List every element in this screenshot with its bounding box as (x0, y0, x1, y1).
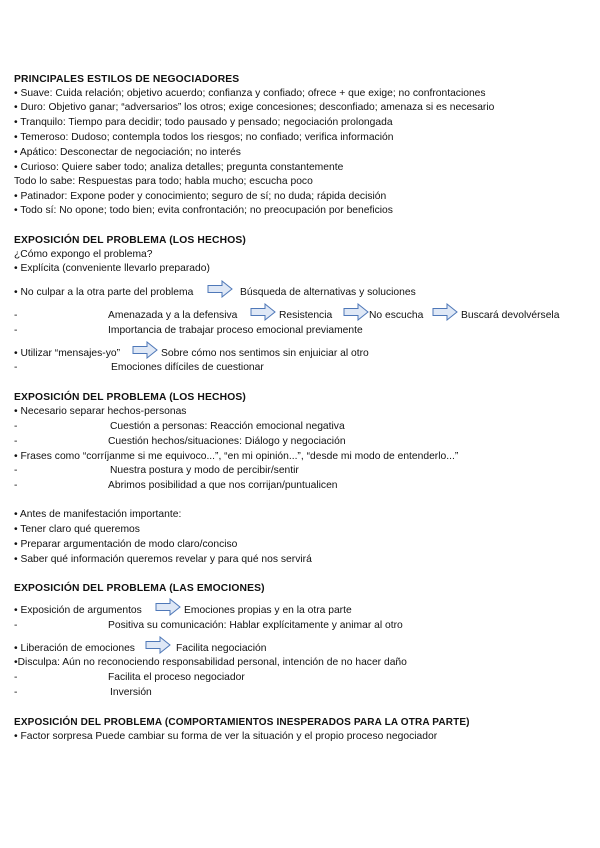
question-line: ¿Cómo expongo el problema? (14, 249, 153, 260)
right-arrow-icon (343, 303, 369, 321)
right-arrow-icon (207, 280, 233, 298)
sub-item: Abrimos posibilidad a que nos corrijan/puntualicen (108, 480, 338, 491)
list-item: • Apático: Desconectar de negociación; no interés (14, 147, 241, 158)
list-item-continuation: Sobre cómo nos sentimos sin enjuiciar al otro (161, 348, 369, 359)
list-item: • Suave: Cuida relación; objetivo acuerdo; confianza y confiado; ofrece + que exige; no confrontaciones (14, 88, 486, 99)
dash-marker: - (14, 325, 18, 336)
sub-item: Nuestra postura y modo de percibir/sentir (110, 465, 299, 476)
dash-marker: - (14, 620, 18, 631)
sub-item: Cuestión a personas: Reacción emocional negativa (110, 421, 345, 432)
dash-marker: - (14, 672, 18, 683)
heading-comportamientos: EXPOSICIÓN DEL PROBLEMA (COMPORTAMIENTOS INESPERADOS PARA LA OTRA PARTE) (14, 717, 470, 728)
sub-item: Facilita el proceso negociador (108, 672, 245, 683)
sub-item: Resistencia (279, 310, 333, 321)
dash-marker: - (14, 310, 18, 321)
sub-item: Amenazada y a la defensiva (108, 310, 238, 321)
list-item: • Preparar argumentación de modo claro/conciso (14, 539, 238, 550)
list-item: • Duro: Objetivo ganar; “adversarios” los otros; exige concesiones; desconfiado; amenaza si es necesario (14, 102, 495, 113)
right-arrow-icon (250, 303, 276, 321)
dash-marker: - (14, 465, 18, 476)
heading-estilos: PRINCIPALES ESTILOS DE NEGOCIADORES (14, 74, 240, 85)
heading-emociones: EXPOSICIÓN DEL PROBLEMA (LAS EMOCIONES) (14, 583, 265, 594)
list-item: • Explícita (conveniente llevarlo preparado) (14, 263, 210, 274)
list-item-continuation: Búsqueda de alternativas y soluciones (240, 287, 416, 298)
right-arrow-icon (132, 341, 158, 359)
list-item: • Temeroso: Dudoso; contempla todos los riesgos; no confiado; verifica información (14, 132, 394, 143)
list-item: • Frases como “corríjanme si me equivoco...”, “en mi opinión...”, “desde mi modo de entenderlo...” (14, 451, 459, 462)
right-arrow-icon (432, 303, 458, 321)
dash-marker: - (14, 362, 18, 373)
list-item: Todo lo sabe: Respuestas para todo; habla mucho; escucha poco (14, 176, 313, 187)
list-item: • Liberación de emociones (14, 643, 135, 654)
list-item-continuation: Emociones propias y en la otra parte (184, 605, 352, 616)
list-item: • Exposición de argumentos (14, 605, 142, 616)
heading-hechos-2: EXPOSICIÓN DEL PROBLEMA (LOS HECHOS) (14, 392, 246, 403)
sub-item: Emociones difíciles de cuestionar (111, 362, 264, 373)
list-item: • Patinador: Expone poder y conocimiento; seguro de sí; no duda; rápida decisión (14, 191, 387, 202)
sub-item: Cuestión hechos/situaciones: Diálogo y negociación (108, 436, 346, 447)
right-arrow-icon (145, 636, 171, 654)
list-item: • Todo sí: No opone; todo bien; evita confrontación; no preocupación por beneficios (14, 205, 393, 216)
sub-item: Inversión (110, 687, 152, 698)
right-arrow-icon (155, 598, 181, 616)
list-item: • Utilizar “mensajes-yo” (14, 348, 121, 359)
dash-marker: - (14, 421, 18, 432)
sub-item: Buscará devolvérsela (461, 310, 560, 321)
sub-item: No escucha (369, 310, 424, 321)
list-item: • Antes de manifestación importante: (14, 509, 182, 520)
list-item: • Tranquilo: Tiempo para decidir; todo pausado y pensado; negociación prolongada (14, 117, 393, 128)
sub-item: Positiva su comunicación: Hablar explícitamente y animar al otro (108, 620, 403, 631)
list-item: • Factor sorpresa Puede cambiar su forma de ver la situación y el propio proceso negociador (14, 731, 438, 742)
dash-marker: - (14, 687, 18, 698)
dash-marker: - (14, 480, 18, 491)
list-item: • No culpar a la otra parte del problema (14, 287, 194, 298)
list-item: • Curioso: Quiere saber todo; analiza detalles; pregunta constantemente (14, 162, 344, 173)
sub-item: Importancia de trabajar proceso emocional previamente (108, 325, 363, 336)
heading-hechos-1: EXPOSICIÓN DEL PROBLEMA (LOS HECHOS) (14, 235, 246, 246)
dash-marker: - (14, 436, 18, 447)
list-item-continuation: Facilita negociación (176, 643, 267, 654)
list-item: • Tener claro qué queremos (14, 524, 140, 535)
list-item: • Necesario separar hechos-personas (14, 406, 187, 417)
list-item: • Saber qué información queremos revelar y para qué nos servirá (14, 554, 312, 565)
list-item: •Disculpa: Aún no reconociendo responsabilidad personal, intención de no hacer daño (14, 657, 407, 668)
